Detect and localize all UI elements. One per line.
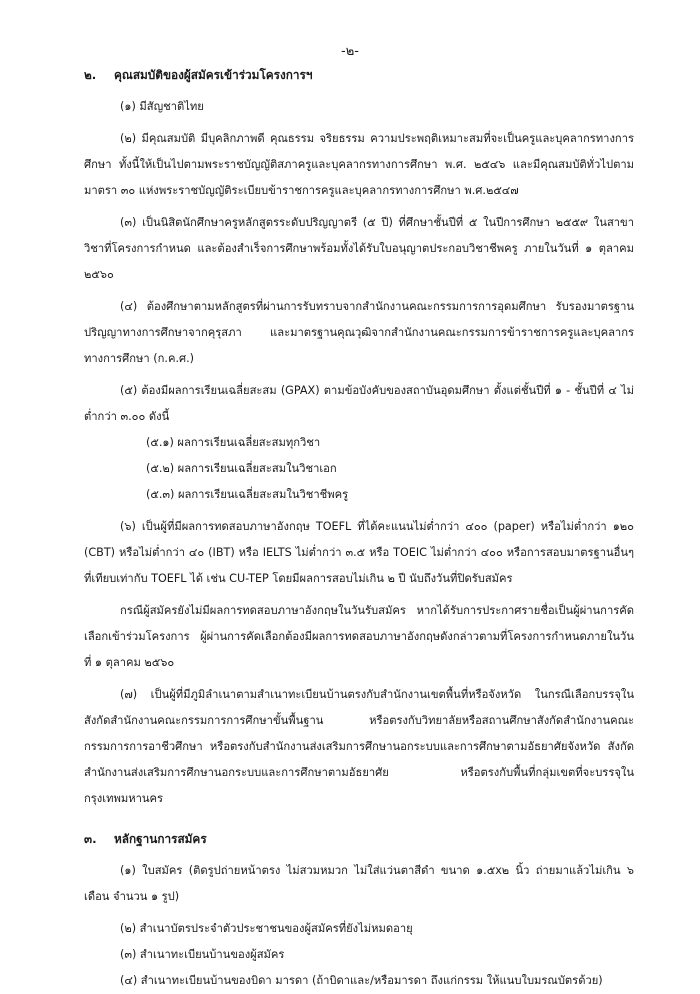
section-3-number: ๓. — [84, 832, 97, 846]
qualification-item-7: (๗) เป็นผู้ที่มีภูมิลำเนาตามสำเนาทะเบียนบ้านตรงกับสำนักงานเขตพื้นที่หรือจังหวัด ในกรณีเลือกบรรจุในสังกัดสำนักงานคณะกรรมการการศึกษาขั้นพื้นฐาน หรือตรงกับวิทยาลัยหรือสถานศึกษาสังกัดสำนักงานคณะกรรมการการอาชีวศึกษา หรือตรงกับสำนักงานส่งเสริมการศึกษานอกระบบและการศึกษาตามอัธยาศัยจังหวัด สังกัดสำนักงานส่งเสริมการศึกษานอกระบบและการศึกษาตามอัธยาศัย หรือตรงกับพื้นที่กลุ่มเขตที่จะบรรจุในกรุงเทพมหานคร — [84, 688, 634, 805]
evidence-item-3: (๓) สำเนาทะเบียนบ้านของผู้สมัคร — [120, 948, 285, 961]
evidence-item-4: (๔) สำเนาทะเบียนบ้านของบิดา มารดา (ถ้าบิดาและ/หรือมารดา ถึงแก่กรรม ให้แนบใบมรณบัตรด้วย) — [120, 974, 603, 987]
qualification-item-5: (๕) ต้องมีผลการเรียนเฉลี่ยสะสม (GPAX) ตามข้อบังคับของสถาบันอุดมศึกษา ตั้งแต่ชั้นปีที่ ๑ - ชั้นปีที่ ๔ ไม่ต่ำกว่า ๓.๐๐ ดังนี้ — [84, 384, 634, 423]
section-3-title: หลักฐานการสมัคร — [114, 832, 207, 846]
qualification-item-3: (๓) เป็นนิสิตนักศึกษาครูหลักสูตรระดับปริญญาตรี (๕ ปี) ที่ศึกษาชั้นปีที่ ๕ ในปีการศึกษา ๒๕๕๙ ในสาขาวิชาที่โครงการกำหนด และต้องสำเร็จการศึกษาพร้อมทั้งได้รับใบอนุญาตประกอบวิชาชีพครู ภายในวันที่ ๑ ตุลาคม ๒๕๖๐ — [84, 216, 634, 281]
qualification-item-1: (๑) มีสัญชาติไทย — [120, 100, 204, 113]
section-3-heading — [84, 826, 634, 852]
gpax-subitem-2: (๕.๒) ผลการเรียนเฉลี่ยสะสมในวิชาเอก — [146, 462, 337, 475]
gpax-subitem-3: (๕.๓) ผลการเรียนเฉลี่ยสะสมในวิชาชีพครู — [146, 488, 349, 501]
document-body — [84, 62, 634, 994]
gpax-subitem-1: (๕.๑) ผลการเรียนเฉลี่ยสะสมทุกวิชา — [146, 436, 321, 449]
page-number: -๒- — [341, 44, 359, 59]
qualification-item-4: (๔) ต้องศึกษาตามหลักสูตรที่ผ่านการรับทราบจากสำนักงานคณะกรรมการการอุดมศึกษา รับรองมาตรฐานปริญญาทางการศึกษาจากคุรุสภา และมาตรฐานคุณวุฒิจากสำนักงานคณะกรรมการข้าราชการครูและบุคลากรทางการศึกษา (ก.ค.ศ.) — [84, 300, 634, 365]
section-2-title: คุณสมบัติของผู้สมัครเข้าร่วมโครงการฯ — [114, 68, 313, 82]
qualification-item-2: (๒) มีคุณสมบัติ มีบุคลิกภาพดี คุณธรรม จริยธรรม ความประพฤติเหมาะสมที่จะเป็นครูและบุคลากรทางการศึกษา ทั้งนี้ให้เป็นไปตามพระราชบัญญัติสภาครูและบุคลากรทางการศึกษา พ.ศ. ๒๕๔๖ และมีคุณสมบัติทั่วไปตามมาตรา ๓๐ แห่งพระราชบัญญัติระเบียบข้าราชการครูและบุคลากรทางการศึกษา พ.ศ.๒๕๔๗ — [84, 132, 634, 197]
qualification-item-6-note: กรณีผู้สมัครยังไม่มีผลการทดสอบภาษาอังกฤษในวันรับสมัคร หากได้รับการประกาศรายชื่อเป็นผู้ผ่านการคัดเลือกเข้าร่วมโครงการ ผู้ผ่านการคัดเลือกต้องมีผลการทดสอบภาษาอังกฤษดังกล่าวตามที่โครงการกำหนดภายในวันที่ ๑ ตุลาคม ๒๕๖๐ — [84, 604, 634, 669]
evidence-item-2: (๒) สำเนาบัตรประจำตัวประชาชนของผู้สมัครที่ยังไม่หมดอายุ — [120, 922, 413, 935]
evidence-item-1: (๑) ใบสมัคร (ติดรูปถ่ายหน้าตรง ไม่สวมหมวก ไม่ใส่แว่นตาสีดำ ขนาด ๑.๕x๒ นิ้ว ถ่ายมาแล้วไม่เกิน ๖ เดือน จำนวน ๑ รูป) — [84, 864, 634, 903]
section-2-heading — [84, 62, 634, 88]
qualification-item-6: (๖) เป็นผู้ที่มีผลการทดสอบภาษาอังกฤษ TOEFL ที่ได้คะแนนไม่ต่ำกว่า ๔๐๐ (paper) หรือไม่ต่ำกว่า ๑๒๐ (CBT) หรือไม่ต่ำกว่า ๔๐ (IBT) หรือ IELTS ไม่ต่ำกว่า ๓.๕ หรือ TOEIC ไม่ต่ำกว่า ๔๐๐ หรือการสอบมาตรฐานอื่นๆ ที่เทียบเท่ากับ TOEFL ได้ เช่น CU-TEP โดยมีผลการสอบไม่เกิน ๒ ปี นับถึงวันที่ปิดรับสมัคร — [84, 520, 634, 585]
section-2-number: ๒. — [84, 68, 97, 82]
